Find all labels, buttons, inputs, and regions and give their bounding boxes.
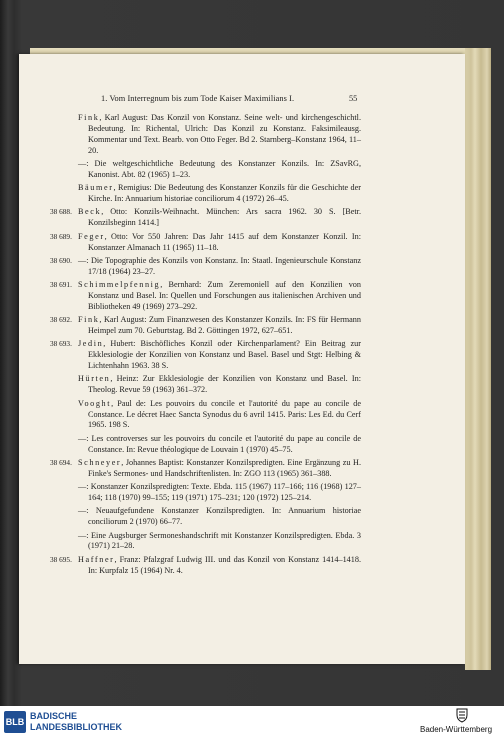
author-surname: Beck — [78, 207, 102, 217]
citation — [78, 256, 361, 278]
author-surname: Fink — [78, 315, 100, 325]
entry-body — [78, 458, 361, 552]
entry-body — [78, 207, 361, 229]
entry-body — [78, 232, 361, 254]
entry-body — [78, 315, 361, 337]
running-title: 1. Vom Interregnum bis zum Tode Kaiser Maximilians I. — [101, 94, 295, 103]
entry-number: 38 688. — [50, 207, 72, 217]
page-edge — [465, 48, 491, 670]
citation-text: —: Die weltgeschichtliche Bedeutung des Konstanzer Konzils. In: ZSavRG, Kanonist. Abt. 82 (1965) 1–23. — [78, 159, 361, 179]
author-surname: Vooght — [78, 398, 112, 408]
entry-number: 38 693. — [50, 339, 72, 349]
entry-number — [50, 113, 78, 205]
bibliography-entry — [50, 555, 361, 577]
citation-text: —: Eine Augsburger Sermoneshandschrift mit Konstanzer Konzilspredigten. Ebda. 3 (1971) 21–28. — [78, 530, 361, 551]
library-name[interactable] — [30, 711, 122, 732]
citation — [78, 482, 361, 504]
citation — [78, 232, 361, 254]
citation-text: , Hubert: Bischöfliches Konzil oder Kirchenparlament? Ein Beitrag zur Ekklesiologie der Konzilien von Konstanz und Basel. Basel und Stgt: Helbing & Lichtenhahn 1963. 38 S. — [88, 339, 361, 371]
citation-text: , Franz: Pfalzgraf Ludwig III. und das Konzil von Konstanz 1414–1418. In: Kurpfalz 15 (1964) Nr. 4. — [88, 554, 361, 575]
citation — [78, 207, 361, 229]
author-surname: Bäumer — [78, 183, 114, 193]
entry-number: 38 694. — [50, 457, 72, 467]
citation — [78, 434, 361, 456]
citation-text: , Otto: Konzils-Weihnacht. München: Ars sacra 1962. 30 S. [Betr. Konzilsbeginn 1414.] — [88, 207, 361, 228]
bibliography-entries — [50, 113, 361, 579]
bibliography-entry — [50, 113, 361, 205]
bibliography-entry — [50, 339, 361, 455]
citation — [78, 506, 361, 528]
entry-number: 38 695. — [50, 554, 72, 564]
entry-number: 38 689. — [50, 231, 72, 241]
citation — [78, 458, 361, 480]
library-name-line1: BADISCHE — [30, 711, 78, 721]
entry-body — [78, 280, 361, 313]
bibliography-entry — [50, 458, 361, 552]
citation-text: , Karl August: Das Konzil von Konstanz. Seine welt- und kirchengeschichtl. Bedeutung. In: Richental, Ulrich: Das Konzil zu Konstanz. Faksimileausg. Kommentar und Text. Bearb. von Otto Feger. Bd 2. Starnberg–Konstanz 1964, 11–20. — [88, 113, 361, 155]
citation — [78, 555, 361, 577]
citation — [78, 374, 361, 396]
citation — [78, 113, 361, 157]
entry-number: 38 690. — [50, 255, 72, 265]
citation-text: , Johannes Baptist: Konstanzer Konzilspredigten. Eine Ergänzung zu H. Finke's Sermones- und Handschriftenlisten. In: ZGO 113 (1965) 361–388. — [88, 457, 361, 478]
page-number: 55 — [349, 94, 358, 103]
library-name-line2: LANDESBIBLIOTHEK — [30, 721, 122, 732]
blb-logo[interactable]: BLB — [4, 711, 26, 733]
author-surname: Schneyer — [78, 457, 122, 467]
bibliography-entry — [50, 207, 361, 229]
entry-number: 38 691. — [50, 280, 72, 290]
author-surname: Feger — [78, 231, 105, 241]
entry-number: 38 692. — [50, 315, 72, 325]
citation — [78, 280, 361, 313]
partner-name: Baden-Württemberg — [420, 725, 493, 734]
citation-text: , Bernhard: Zum Zeremoniell auf den Konzilien von Konstanz und Basel. In: Quellen und Forschungen aus italienischen Archiven und Bibliotheken 49 (1969) 273–292. — [88, 280, 361, 311]
entry-body — [78, 555, 361, 577]
author-surname: Jedin — [78, 339, 104, 349]
citation-text: , Paul de: Les pouvoirs du concile et l'autorité du pape au concile de Constance. Le décret Haec Sancta Synodus du 6 avril 1415. Paris: Les Ed. du Cerf 1965. 198 S. — [88, 398, 361, 430]
citation-text: , Otto: Vor 550 Jahren: Das Jahr 1415 auf dem Konstanzer Konzil. In: Konstanzer Almanach 11 (1965) 11–18. — [88, 231, 361, 252]
bibliography-entry — [50, 280, 361, 313]
author-surname: Schimmelpfennig — [78, 280, 161, 290]
bibliography-entry — [50, 232, 361, 254]
crest-icon — [455, 707, 469, 723]
citation-text: , Karl August: Zum Finanzwesen des Konstanzer Konzils. In: FS für Hermann Heimpel zum 70. Geburtstag. Bd 2. Göttingen 1972, 627–651. — [88, 315, 361, 336]
citation — [78, 183, 361, 205]
citation-text: —: Konstanzer Konzilspredigten: Texte. Ebda. 115 (1967) 117–166; 116 (1968) 127–164; 118 (1970) 99–155; 119 (1971) 175–231; 120 (1972) 125–214. — [78, 482, 361, 503]
citation — [78, 399, 361, 432]
citation — [78, 315, 361, 337]
citation-text: —: Neuaufgefundene Konstanzer Konzilspredigten. In: Annuarium historiae conciliorum 2 (1970) 66–77. — [78, 506, 361, 527]
author-surname: Hürten — [78, 374, 111, 384]
citation — [78, 531, 361, 553]
author-surname: Fink — [78, 113, 100, 122]
citation — [78, 159, 361, 181]
entry-body — [78, 339, 361, 455]
citation-text: , Remigius: Die Bedeutung des Konstanzer Konzils für die Geschichte der Kirche. In: Annuarium historiae conciliorum 4 (1972) 26–45. — [88, 183, 361, 204]
citation — [78, 339, 361, 372]
citation-text: —: Les controverses sur les pouvoirs du concile et l'autorité du pape au concile de Constance. In: Revue théologique de Louvain 1 (1970) 45–75. — [78, 433, 361, 454]
author-surname: Haffner — [78, 554, 115, 564]
citation-text: —: Die Topographie des Konzils von Konstanz. In: Staatl. Ingenieurschule Konstanz 17/18 (1964) 23–27. — [78, 255, 361, 276]
entry-body — [78, 113, 361, 205]
bibliography-entry — [50, 256, 361, 278]
entry-body — [78, 256, 361, 278]
citation-text: , Heinz: Zur Ekklesiologie der Konzilien von Konstanz und Basel. In: Theolog. Revue 59 (1963) 361–372. — [88, 374, 361, 395]
bibliography-entry — [50, 315, 361, 337]
